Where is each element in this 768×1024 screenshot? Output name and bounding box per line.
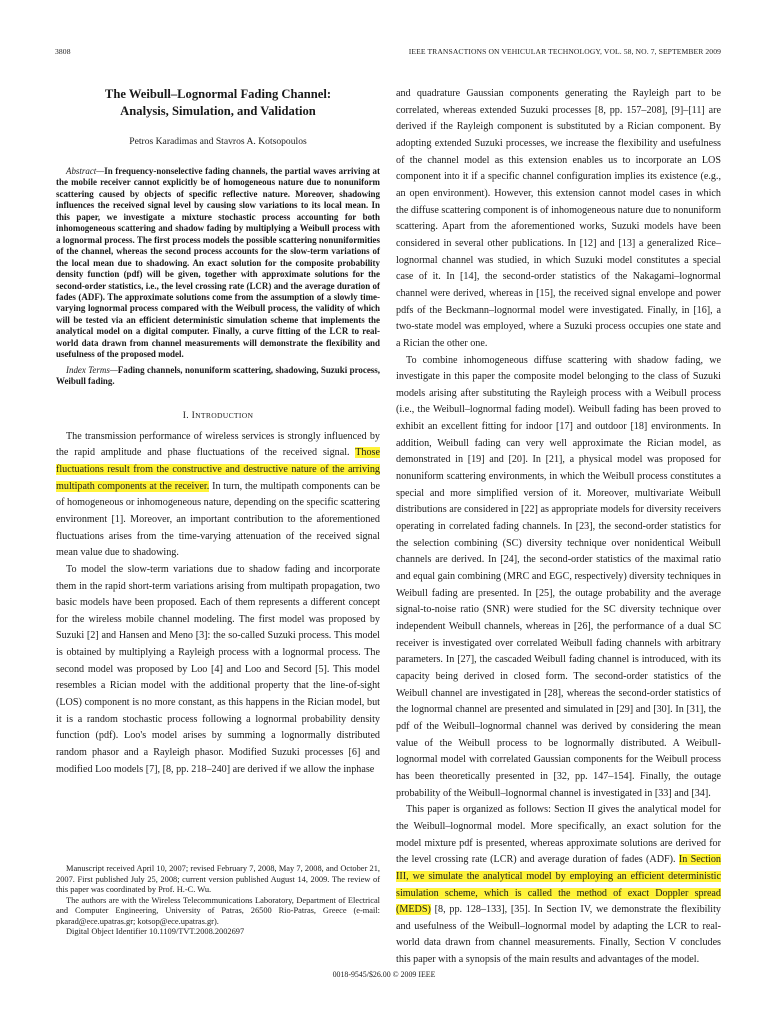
abstract-label: Abstract— [66,166,105,176]
title-line-2: Analysis, Simulation, and Validation [120,103,316,118]
doi-footnote: Digital Object Identifier 10.1109/TVT.2008.2002697 [66,927,245,936]
weibull-paragraph: To combine inhomogeneous diffuse scattering with shadow fading, we investigate in this paper the composite model belonging to the class of Suzuki models arising after substituting the Rayleigh process with a Weibull process (i.e., the Weibull–lognormal fading model). Weibull fading has been proved to exhibit an excellent fitting for indoor [17] and outdoor [18] environments. In addition, Weibull fading can very well approximate the Rician model, as demonstrated in [19] and [20]. In [21], a physical model was proposed for nonuniform scattering environments, in which the Weibull process constitutes a special and more simplified version of it. Moreover, multivariate Weibull distributions are considered in [22] as appropriate models for diversity receivers operating in correlated fading channels. In [23], the second-order statistics for the selection combining (SC) diversity technique over nonidentical Weibull channels are derived. In [24], the second-order statistics of the maximal ratio and equal gain combining (MRC and EGC, respectively) diversity techniques in Weibull fading are presented. In [25], the outage probability and the average signal-to-noise ratio (SNR) were studied for the SC diversity technique over independent Weibull channels, whereas in [26], the performance of a dual SC receiver is investigated over correlated Weibull fading channels with arbitrary parameters. In [27], the cascaded Weibull fading channel is introduced, with its capacity being derived in closed form. The second-order statistics of the Weibull channel are investigated in [28], whereas the second-order statistics of the lognormal channel are presented and simulated in [29] and [30]. In [31], the pdf of the Weibull–lognormal channel was derived by considering the mean value of the Weibull process to be lognormally distributed. A Weibull-lognormal model with correlated Gaussian components for the Weibull process has been theoretically presented in [32, pp. 147–154]. Finally, the outage probability of the Weibull–lognormal channel is investigated in [33] and [34]. [396,354,721,799]
intro-paragraph-2: To model the slow-term variations due to shadow fading and incorporate them in the rapid short-term variations arising from multipath propagation, two basic models have been proposed. Each of them represents a different concept for the wireless mobile channel modeling. The first model was proposed by Suzuki [2] and Hansen and Meno [3]: the so-called Suzuki process. This model is obtained by multiplying a Rayleigh process with a lognormal process. The second model was proposed by Loo [4] and Loo and Secord [5]. This model resembles a Rician model with the additional property that the line-of-sight (LOS) component is no more constant, as this happens in the Rician model, but it is a random stochastic process following a lognormal probability density function (pdf). Loo's model arises by summing a lognormally distributed random phasor and a Rayleigh phasor. Modified Suzuki processes [6] and modified Loo models [7], [8, pp. 218–240] are derived if we allow the inphase [56,563,380,775]
continued-paragraph: and quadrature Gaussian components generating the Rayleigh part to be correlated, whereas extended Suzuki processes [8, pp. 157–208], [9]–[11] are derived if the Rayleigh component is substituted by a Rician component. By adopting extended Suzuki processes, we increase the flexibility and usefulness of the channel model as this extension enables us to incorporate an LOS component into it if a specific channel configuration implies its existence (e.g., an open environment). However, this extension cannot model cases in which the diffuse scattering component is of inhomogeneous nature due to nonuniform scattering. Apart from the aforementioned works, Suzuki models have been considered in several other publications. In [12] and [13] a generalized Rice–lognormal channel was studied, in which Suzuki model constitutes a special case of it. In [14], the second-order statistics of the Nakagami–lognormal channel were derived, whereas in [15], the received signal envelope and power pdfs of the Beckmann–lognormal model were investigated. Finally, in [16], a two-state model was employed, where a Suzuki process occupies one state and a Rician the other one. [396,88,721,349]
right-column [396,86,721,969]
highlighted-passage: Those fluctuations result from the constructive and destructive nature of the arriving multipath components at the receiver. [56,447,380,492]
left-column [56,86,380,778]
copyright-footer: 0018-9545/$26.00 © 2009 IEEE [332,970,436,979]
section-title-initial: I [191,409,196,421]
section-number: I. [182,409,189,421]
manuscript-footnote: Manuscript received April 10, 2007; revised February 7, 2008, May 7, 2008, and October 21, 2007. First published July 25, 2008; current version published August 14, 2009. The review of this paper was coordinated by Prof. H.-C. Wu. [56,864,380,894]
journal-citation: IEEE TRANSACTIONS ON VEHICULAR TECHNOLOGY, VOL. 58, NO. 7, SEPTEMBER 2009 [408,47,721,56]
paper-title [68,86,368,119]
footnotes [56,864,380,938]
index-terms-label: Index Terms— [66,364,118,375]
affiliation-footnote: The authors are with the Wireless Telecommunications Laboratory, Department of Electrical and Computer Engineering, University of Patras, 26500 Rio-Patras, Greece (e-mail: pkarad@ece.upatras.gr; kotsop@ece.upatras.gr). [56,895,380,926]
running-header [55,47,721,61]
index-terms-body: Fading channels, nonuniform scattering, shadowing, Suzuki process, Weibull fading. [56,364,380,387]
section-title-rest: NTRODUCTION [195,410,254,420]
section-heading [56,410,380,421]
abstract-body: In frequency-nonselective fading channels, the partial waves arriving at the mobile receiver cannot explicitly be of homogeneous nature due to nonuniform scattering caused by objects of specific reflective nature. Moreover, shadowing influences the received signal level by causing slow variations to its local mean. In this paper, we investigate a mixture stochastic process accounting for both inhomogeneous scattering and shadow fading by multiplying a Weibull process with a lognormal process. The first process models the possible scattering nonuniformities of the channel, whereas the second process accounts for the slow-term variations of the local mean due to shadowing. An exact solution for the composite probability density function (pdf) will be given, together with approximate solutions for the second-order statistics, i.e., the level crossing rate (LCR) and the average duration of fades (ADF). The approximate solutions come from the assumption of a slowly time-varying lognormal process compared with the Weibull process, the validity of which will be tested via an efficient deterministic simulation scheme that implements the analytical model on a digital computer. Finally, a curve fitting of the LCR to real-world data drawn from channel measurements will demonstrate the flexibility and usefulness of the proposed model. [56,166,380,360]
organization-paragraph: This paper is organized as follows: Section II gives the analytical model for the Weibull–lognormal model. More specifically, an exact solution for the model mixture pdf is presented, whereas approximate solutions are derived for the level crossing rate (LCR) and average duration of fades (ADF). In Section III, we simulate the analytical model by employing an efficient deterministic simulation scheme, which is called the method of exact Doppler spread (MEDS) [8, pp. 128–133], [35]. In Section IV, we demonstrate the flexibility and usefulness of the Weibull–lognormal model by adapting the LCR to real-world data drawn from channel measurements. Finally, Section V concludes this paper with a synopsis of the main results and advantages of the model. [396,804,721,966]
highlighted-passage: In Section III, we simulate the analytical model by employing an efficient deterministic simulation scheme, which is called the method of exact Doppler spread (MEDS) [396,854,721,916]
index-terms [56,365,380,388]
author-list: Petros Karadimas and Stavros A. Kotsopoulos [129,136,307,147]
title-line-1: The Weibull–Lognormal Fading Channel: [104,87,332,101]
page-number: 3808 [55,47,71,56]
intro-paragraph-1: The transmission performance of wireless services is strongly influenced by the rapid amplitude and phase fluctuations of the received signal. Those fluctuations result from the constructive and destructive nature of the arriving multipath components at the receiver. In turn, the multipath components can be of homogeneous or inhomogeneous nature, depending on the specific scattering environment [1]. Moreover, an important contribution to the aforementioned fluctuations arises from the time-varying attenuation of the received signal mean value due to shadowing. [56,430,380,559]
abstract [56,166,380,361]
